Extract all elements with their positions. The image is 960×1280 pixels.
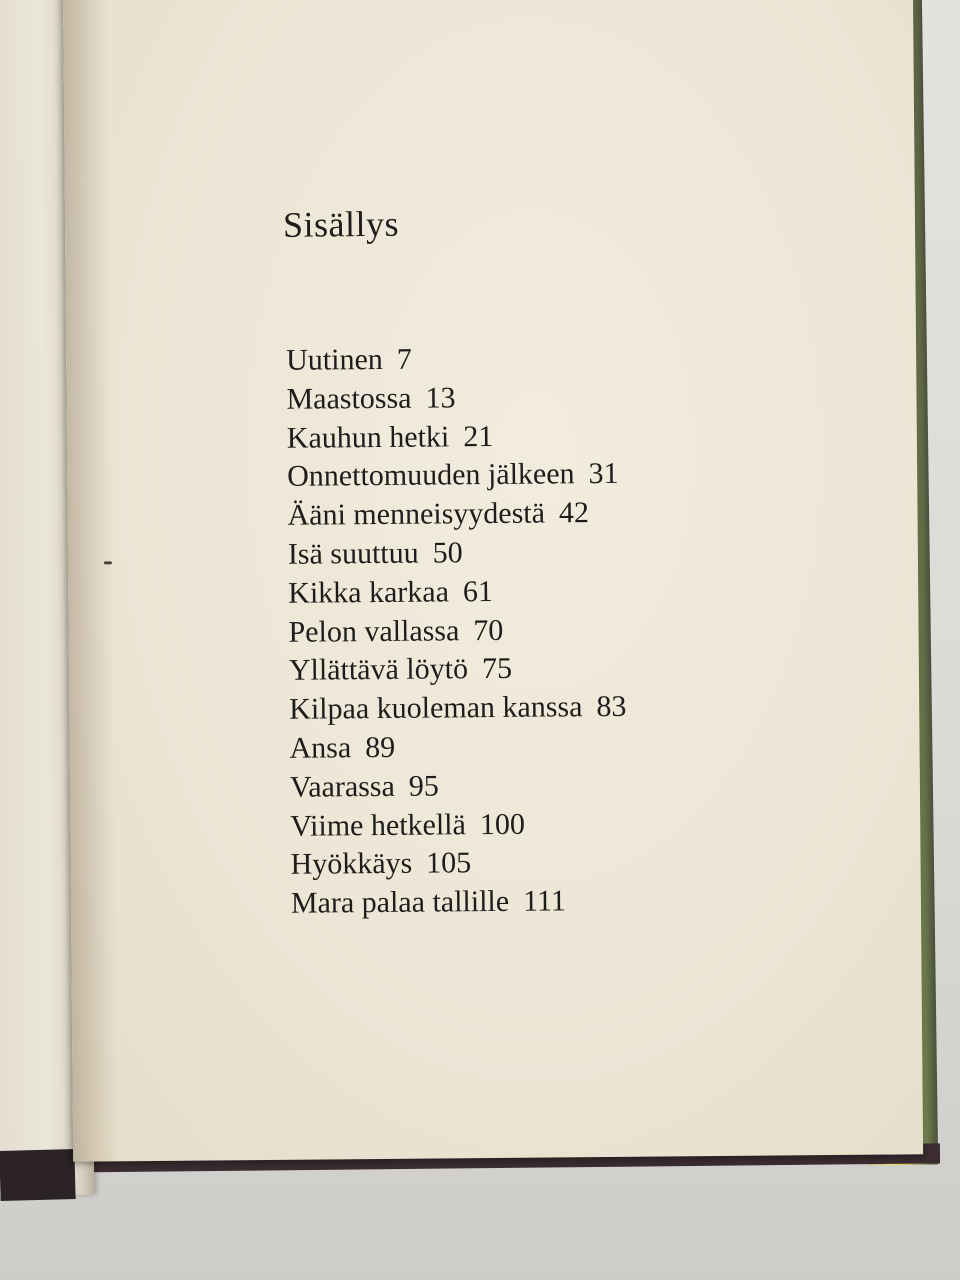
toc-entry-page: 42 <box>558 496 590 530</box>
toc-entry <box>287 455 625 497</box>
toc-entry <box>286 378 624 420</box>
toc-entry <box>286 339 624 381</box>
toc-entry-title: Isä suuttuu <box>287 536 419 571</box>
toc-entry-page: 7 <box>396 342 412 376</box>
toc-entry-page: 83 <box>596 690 627 724</box>
toc-entry-page: 70 <box>473 613 504 647</box>
toc-entry-title: Hyökkäys <box>290 847 413 882</box>
toc-entry <box>289 649 627 691</box>
toc-entry <box>291 882 629 924</box>
table-of-contents <box>286 339 628 924</box>
toc-entry-page: 75 <box>481 652 513 686</box>
toc-entry-title: Kikka karkaa <box>288 575 450 610</box>
gutter-shadow <box>63 0 118 1162</box>
left-cover-corner <box>0 1149 76 1201</box>
toc-entry-page: 13 <box>425 381 456 415</box>
toc-entry-title: Viime hetkellä <box>290 807 467 843</box>
toc-entry <box>290 766 628 808</box>
toc-entry-title: Mara palaa tallille <box>290 885 510 920</box>
toc-entry <box>290 804 628 846</box>
toc-entry-title: Yllättävä löytö <box>288 652 469 688</box>
toc-entry-page: 21 <box>463 419 494 453</box>
toc-entry <box>289 688 627 730</box>
ink-mark <box>104 561 112 564</box>
toc-entry-page: 100 <box>479 807 526 841</box>
toc-entry-page: 105 <box>426 846 472 880</box>
toc-entry-page: 111 <box>522 884 567 918</box>
toc-entry-title: Onnettomuuden jälkeen <box>287 457 575 494</box>
toc-entry-title: Ääni menneisyydestä <box>287 496 546 532</box>
book-page <box>63 0 923 1162</box>
toc-entry <box>287 416 625 458</box>
toc-entry-title: Kilpaa kuoleman kanssa <box>289 690 583 726</box>
toc-entry-page: 89 <box>365 730 396 765</box>
toc-entry-page: 95 <box>408 769 439 803</box>
toc-entry-title: Maastossa <box>286 381 412 416</box>
toc-entry-title: Uutinen <box>286 342 383 377</box>
toc-entry-title: Vaarassa <box>289 769 395 804</box>
toc-entry-page: 50 <box>432 536 463 570</box>
toc-entry-page: 61 <box>462 574 494 609</box>
toc-entry <box>288 533 626 575</box>
toc-entry <box>289 727 627 769</box>
page-title: Sisällys <box>282 203 400 245</box>
toc-entry-page: 31 <box>588 457 619 491</box>
toc-entry-title: Pelon vallassa <box>288 613 460 649</box>
toc-entry <box>288 610 626 652</box>
toc-entry-title: Ansa <box>289 731 352 765</box>
toc-entry <box>290 843 628 885</box>
toc-entry <box>288 572 626 614</box>
toc-entry <box>287 494 625 536</box>
toc-entry-title: Kauhun hetki <box>286 419 450 455</box>
